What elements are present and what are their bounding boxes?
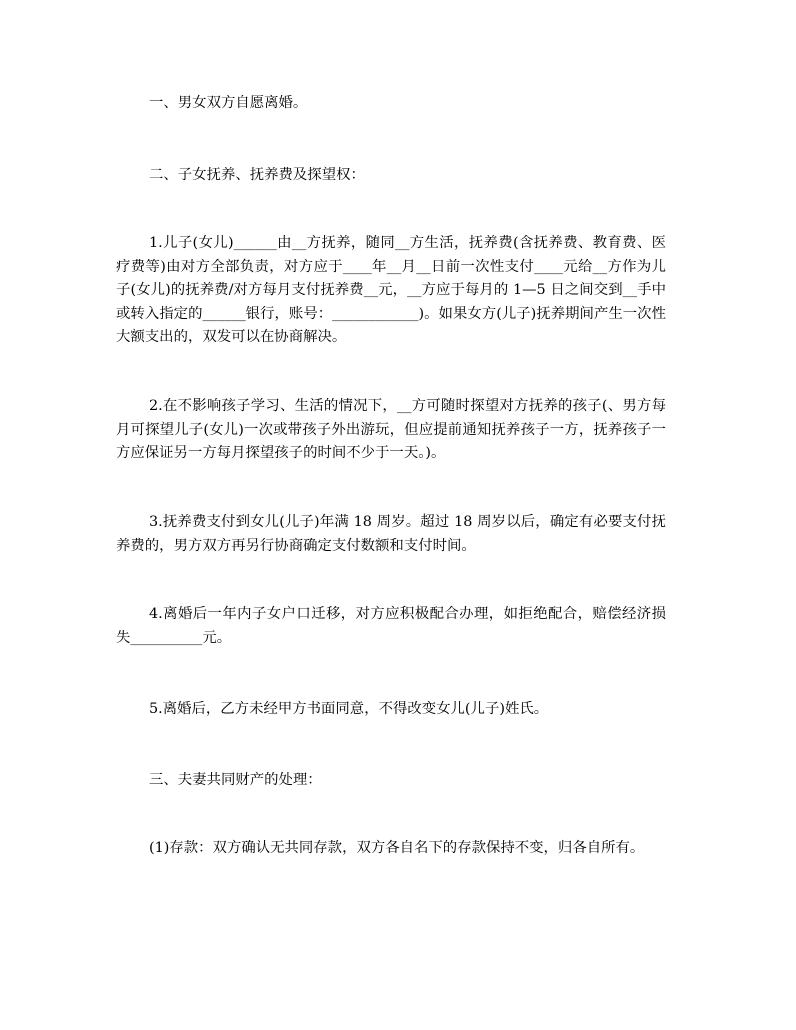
section-heading-divorce-agreement: 一、男女双方自愿离婚。 [149,95,308,111]
clause-savings: (1)存款：双方确认无共同存款，双方各自名下的存款保持不变，归各自所有。 [149,840,645,856]
section-heading-child-custody: 二、子女抚养、抚养费及探望权： [149,167,365,183]
clause-3-support-duration: 3.抚养费支付到女儿(儿子)年满 18 周岁。超过 18 周岁以后，确定有必要支付抚养费的，男方双方再另行协商确定支付数额和支付时间。 [116,514,666,554]
clause-5-surname: 5.离婚后，乙方未经甲方书面同意，不得改变女儿(儿子)姓氏。 [149,701,549,717]
section-heading-joint-property: 三、夫妻共同财产的处理： [149,772,322,788]
clause-1-child-support: 1.儿子(女儿)______由__方抚养，随同__方生活，抚养费(含抚养费、教育费、医疗费等)由对方全部负责，对方应于____年__月__日前一次性支付____元给__方作为儿子(女儿)的抚养费/对方每月支付抚养费__元，__方应于每月的 1—5 日之间交到__手中或转入指定的______银行，账号：____________)。如果女方(儿子)抚养期间产生一次性大额支出的，双发可以在协商解决。 [116,235,666,346]
clause-4-household-registration: 4.离婚后一年内子女户口迁移，对方应积极配合办理，如拒绝配合，赔偿经济损失__________元。 [116,606,666,646]
clause-2-visitation: 2.在不影响孩子学习、生活的情况下，__方可随时探望对方抚养的孩子(、男方每月可探望儿子(女儿)一次或带孩子外出游玩，但应提前通知抚养孩子一方，抚养孩子一方应保证另一方每月探望孩子的时间不少于一天。)。 [116,398,666,462]
